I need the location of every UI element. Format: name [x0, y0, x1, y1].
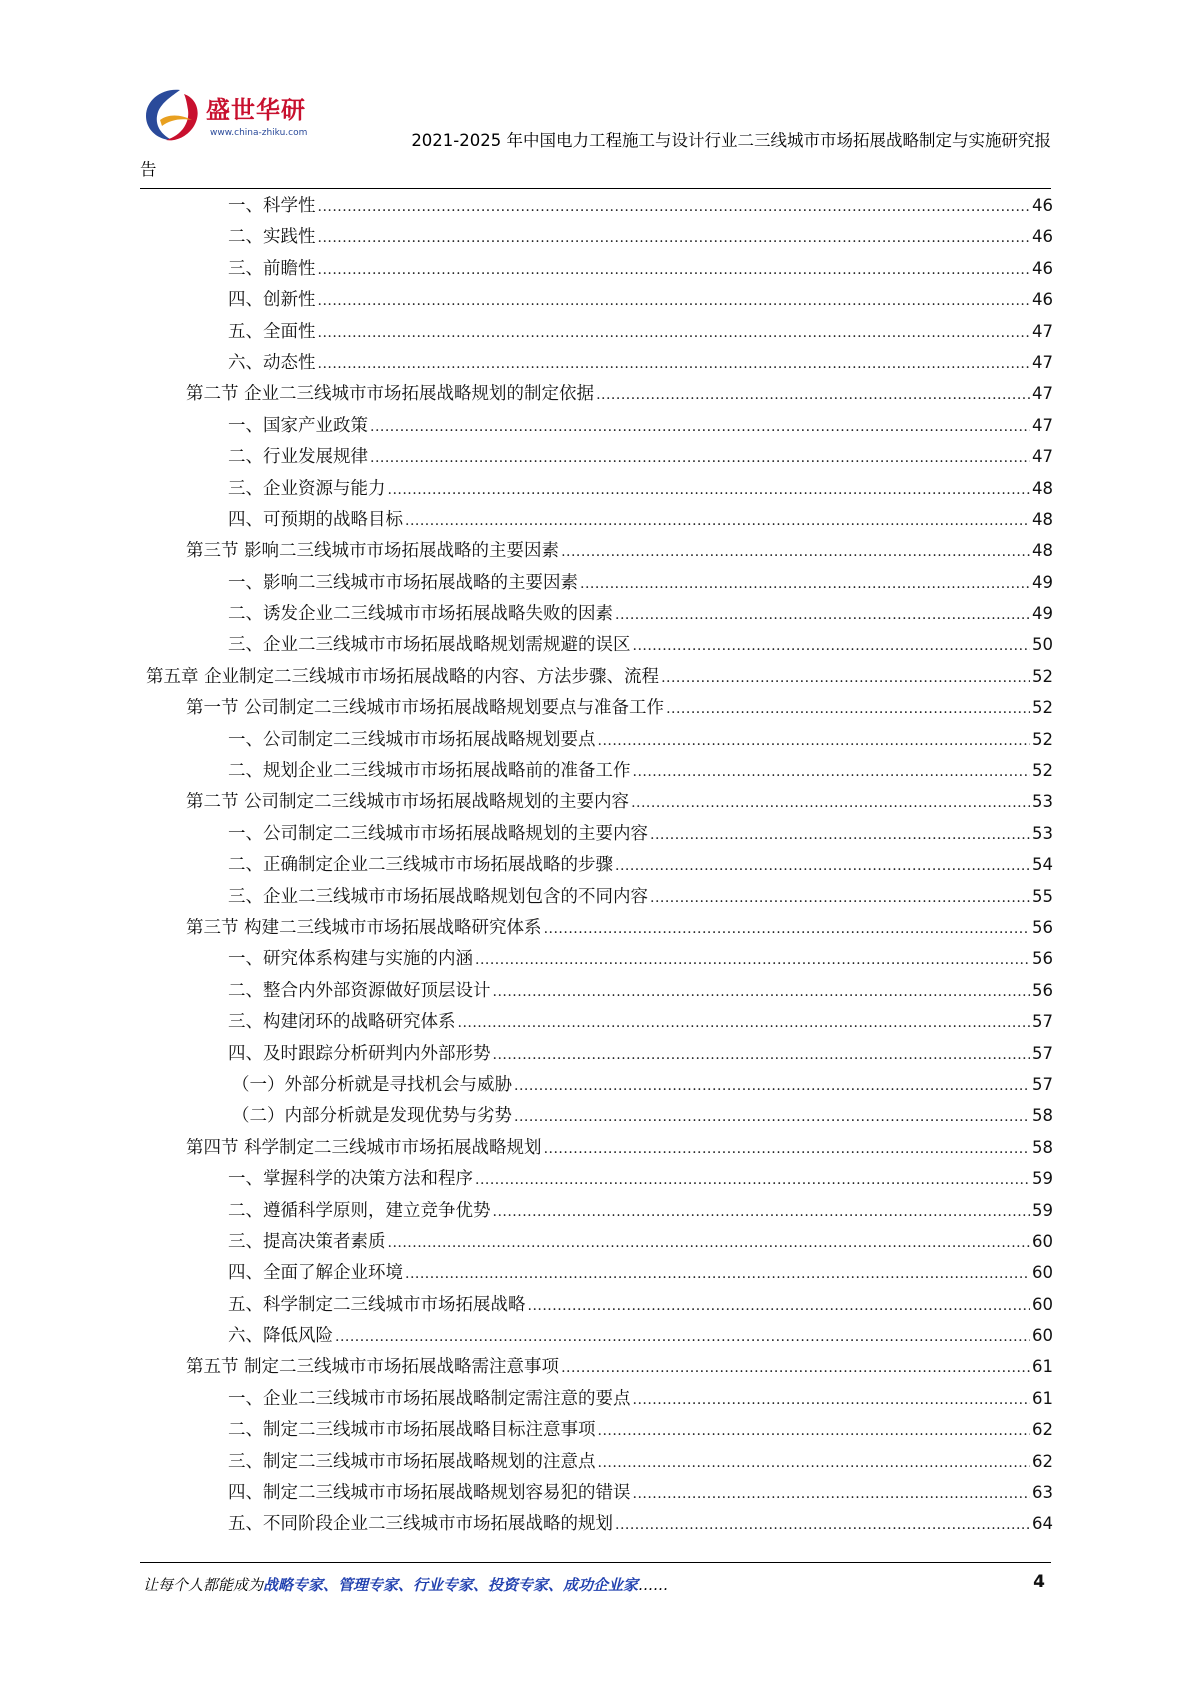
- toc-entry-title: 五、全面性: [228, 321, 316, 342]
- document-title-continuation: 告: [140, 160, 157, 179]
- toc-entry-title: 三、企业资源与能力: [228, 478, 386, 499]
- toc-entry[interactable]: [140, 724, 1053, 755]
- toc-entry[interactable]: [140, 975, 1053, 1006]
- toc-entry-title: 四、创新性: [228, 290, 316, 311]
- toc-entry[interactable]: [140, 1006, 1053, 1037]
- toc-entry[interactable]: [140, 1508, 1053, 1539]
- toc-leader-dots: [514, 1071, 1030, 1102]
- toc-entry-title: 第五节 制定二三线城市市场拓展战略需注意事项: [186, 1357, 560, 1378]
- toc-leader-dots: [458, 1008, 1031, 1039]
- toc-leader-dots: [388, 1228, 1031, 1259]
- toc-entry-page: 57: [1032, 1074, 1053, 1094]
- toc-entry[interactable]: [140, 284, 1053, 315]
- toc-entry[interactable]: [140, 535, 1053, 566]
- toc-entry[interactable]: [140, 347, 1053, 378]
- toc-entry-page: 55: [1032, 886, 1053, 906]
- toc-entry-page: 59: [1032, 1169, 1053, 1189]
- toc-entry[interactable]: [140, 1132, 1053, 1163]
- toc-entry[interactable]: [140, 567, 1053, 598]
- footer-slogan: [143, 1574, 668, 1595]
- toc-entry-page: 46: [1032, 227, 1053, 247]
- toc-entry-page: 64: [1032, 1514, 1053, 1534]
- toc-entry-title: 五、不同阶段企业二三线城市市场拓展战略的规划: [228, 1514, 613, 1535]
- toc-entry-title: 二、行业发展规律: [228, 447, 368, 468]
- toc-leader-dots: [631, 788, 1030, 819]
- footer-divider: [140, 1562, 1051, 1563]
- toc-entry-page: 61: [1032, 1357, 1053, 1377]
- toc-entry-page: 62: [1032, 1420, 1053, 1440]
- toc-entry-title: 四、可预期的战略目标: [228, 509, 403, 530]
- toc-leader-dots: [318, 192, 1031, 223]
- slogan-highlight: 战略专家、管理专家、行业专家、投资专家、成功企业家: [263, 1576, 639, 1594]
- toc-entry-page: 54: [1032, 855, 1053, 875]
- toc-leader-dots: [318, 286, 1031, 317]
- toc-entry-title: 三、企业二三线城市市场拓展战略规划需规避的误区: [228, 635, 631, 656]
- toc-leader-dots: [598, 726, 1031, 757]
- toc-entry-title: 一、国家产业政策: [228, 415, 368, 436]
- toc-leader-dots: [633, 757, 1031, 788]
- toc-entry-page: 63: [1032, 1483, 1053, 1503]
- toc-entry-title: 二、正确制定企业二三线城市市场拓展战略的步骤: [228, 855, 613, 876]
- toc-entry[interactable]: [140, 943, 1053, 974]
- toc-leader-dots: [633, 1385, 1031, 1416]
- logo-url: www.china-zhiku.com: [210, 128, 308, 138]
- toc-entry[interactable]: [140, 1100, 1053, 1131]
- toc-entry[interactable]: [140, 598, 1053, 629]
- logo-name: 盛世华研: [206, 96, 306, 124]
- toc-entry[interactable]: [140, 190, 1053, 221]
- toc-entry-title: 四、及时跟踪分析研判内外部形势: [228, 1043, 491, 1064]
- toc-entry-title: 第一节 公司制定二三线城市市场拓展战略规划要点与准备工作: [186, 698, 665, 719]
- toc-entry-page: 62: [1032, 1451, 1053, 1471]
- toc-entry[interactable]: [140, 504, 1053, 535]
- toc-leader-dots: [596, 380, 1030, 411]
- toc-entry-page: 49: [1032, 572, 1053, 592]
- toc-entry[interactable]: [140, 1226, 1053, 1257]
- toc-entry[interactable]: [140, 692, 1053, 723]
- toc-entry-title: 第四节 科学制定二三线城市市场拓展战略规划: [186, 1137, 542, 1158]
- toc-entry-page: 49: [1032, 604, 1053, 624]
- toc-entry-page: 57: [1032, 1012, 1053, 1032]
- toc-entry-page: 50: [1032, 635, 1053, 655]
- toc-entry-title: （二）内部分析就是发现优势与劣势: [232, 1106, 512, 1127]
- toc-entry-title: 六、动态性: [228, 352, 316, 373]
- toc-leader-dots: [633, 1479, 1031, 1510]
- toc-leader-dots: [318, 223, 1031, 254]
- toc-entry-title: 四、制定二三线城市市场拓展战略规划容易犯的错误: [228, 1483, 631, 1504]
- toc-entry[interactable]: [140, 912, 1053, 943]
- toc-entry-page: 46: [1032, 258, 1053, 278]
- toc-leader-dots: [514, 1102, 1030, 1133]
- toc-leader-dots: [544, 1134, 1030, 1165]
- toc-entry[interactable]: [140, 786, 1053, 817]
- slogan-prefix: 让每个人都能成为: [143, 1576, 264, 1594]
- toc-entry-title: 一、影响二三线城市市场拓展战略的主要因素: [228, 572, 578, 593]
- toc-entry[interactable]: [140, 1320, 1053, 1351]
- toc-entry[interactable]: [140, 1383, 1053, 1414]
- toc-entry[interactable]: [140, 629, 1053, 660]
- toc-entry-page: 58: [1032, 1106, 1053, 1126]
- toc-leader-dots: [650, 883, 1030, 914]
- toc-entry-page: 48: [1032, 478, 1053, 498]
- toc-entry-title: 五、科学制定二三线城市市场拓展战略: [228, 1294, 526, 1315]
- toc-entry-page: 52: [1032, 729, 1053, 749]
- toc-entry-page: 58: [1032, 1137, 1053, 1157]
- toc-entry-title: 一、公司制定二三线城市市场拓展战略规划的主要内容: [228, 823, 648, 844]
- toc-entry[interactable]: [140, 1163, 1053, 1194]
- toc-entry[interactable]: [140, 253, 1053, 284]
- toc-entry[interactable]: [140, 410, 1053, 441]
- toc-entry-title: 二、诱发企业二三线城市市场拓展战略失败的因素: [228, 604, 613, 625]
- toc-leader-dots: [615, 1510, 1030, 1541]
- toc-entry-title: 二、规划企业二三线城市市场拓展战略前的准备工作: [228, 761, 631, 782]
- toc-entry-title: 第二节 公司制定二三线城市市场拓展战略规划的主要内容: [186, 792, 630, 813]
- toc-leader-dots: [615, 851, 1030, 882]
- toc-leader-dots: [544, 914, 1030, 945]
- toc-entry-title: 第三节 构建二三线城市市场拓展战略研究体系: [186, 917, 542, 938]
- toc-entry[interactable]: [140, 1257, 1053, 1288]
- toc-entry[interactable]: [140, 1351, 1053, 1382]
- toc-entry-title: （一）外部分析就是寻找机会与威胁: [232, 1074, 512, 1095]
- toc-entry-page: 46: [1032, 290, 1053, 310]
- toc-entry-page: 60: [1032, 1294, 1053, 1314]
- toc-entry[interactable]: [140, 441, 1053, 472]
- toc-entry[interactable]: [140, 1195, 1053, 1226]
- toc-entry-title: 第三节 影响二三线城市市场拓展战略的主要因素: [186, 541, 560, 562]
- toc-entry-title: 四、全面了解企业环境: [228, 1263, 403, 1284]
- toc-leader-dots: [405, 1259, 1030, 1290]
- toc-entry[interactable]: [140, 849, 1053, 880]
- toc-entry-page: 60: [1032, 1326, 1053, 1346]
- toc-entry[interactable]: [140, 1038, 1053, 1069]
- toc-entry-title: 一、科学性: [228, 196, 316, 216]
- toc-entry[interactable]: [140, 1414, 1053, 1445]
- toc-entry-title: 第二节 企业二三线城市市场拓展战略规划的制定依据: [186, 384, 595, 405]
- toc-entry[interactable]: [140, 1477, 1053, 1508]
- toc-entry-title: 一、掌握科学的决策方法和程序: [228, 1169, 473, 1190]
- toc-leader-dots: [370, 412, 1030, 443]
- toc-entry[interactable]: [140, 316, 1053, 347]
- toc-entry[interactable]: [140, 818, 1053, 849]
- toc-entry-page: 60: [1032, 1263, 1053, 1283]
- toc-entry-page: 47: [1032, 384, 1053, 404]
- toc-leader-dots: [598, 1448, 1031, 1479]
- toc-entry-page: 48: [1032, 509, 1053, 529]
- page-number: 4: [1033, 1572, 1045, 1592]
- toc-entry[interactable]: [140, 1069, 1053, 1100]
- toc-entry-page: 52: [1032, 698, 1053, 718]
- toc-entry-page: 47: [1032, 321, 1053, 341]
- toc-entry-page: 48: [1032, 541, 1053, 561]
- toc-leader-dots: [318, 255, 1031, 286]
- toc-leader-dots: [318, 349, 1031, 380]
- toc-entry-page: 52: [1032, 761, 1053, 781]
- header-divider: [140, 188, 1051, 189]
- toc-entry[interactable]: [140, 755, 1053, 786]
- toc-leader-dots: [493, 977, 1031, 1008]
- toc-leader-dots: [580, 569, 1030, 600]
- toc-leader-dots: [475, 945, 1030, 976]
- toc-entry-title: 一、公司制定二三线城市市场拓展战略规划要点: [228, 729, 596, 750]
- toc-leader-dots: [633, 631, 1031, 662]
- toc-entry-title: 三、前瞻性: [228, 258, 316, 279]
- toc-entry-page: 59: [1032, 1200, 1053, 1220]
- toc-leader-dots: [666, 694, 1030, 725]
- toc-leader-dots: [335, 1322, 1030, 1353]
- toc-leader-dots: [475, 1165, 1030, 1196]
- toc-entry-title: 三、企业二三线城市市场拓展战略规划包含的不同内容: [228, 886, 648, 907]
- toc-entry-page: 56: [1032, 917, 1053, 937]
- toc-leader-dots: [405, 506, 1030, 537]
- toc-entry-title: 三、制定二三线城市市场拓展战略规划的注意点: [228, 1451, 596, 1472]
- toc-entry-page: 47: [1032, 352, 1053, 372]
- toc-entry[interactable]: [140, 378, 1053, 409]
- toc-leader-dots: [561, 537, 1030, 568]
- toc-leader-dots: [388, 475, 1031, 506]
- toc-entry-page: 60: [1032, 1231, 1053, 1251]
- toc-leader-dots: [650, 820, 1030, 851]
- toc-entry-title: 三、构建闭环的战略研究体系: [228, 1012, 456, 1033]
- toc-leader-dots: [528, 1291, 1031, 1322]
- toc-entry[interactable]: [140, 473, 1053, 504]
- toc-entry[interactable]: [140, 1446, 1053, 1477]
- toc-leader-dots: [370, 443, 1030, 474]
- toc-entry-title: 六、降低风险: [228, 1326, 333, 1347]
- toc-entry-page: 53: [1032, 792, 1053, 812]
- toc-leader-dots: [493, 1197, 1031, 1228]
- toc-entry-page: 52: [1032, 666, 1053, 686]
- toc-leader-dots: [493, 1040, 1031, 1071]
- toc-leader-dots: [615, 600, 1030, 631]
- toc-leader-dots: [598, 1416, 1031, 1447]
- toc-entry[interactable]: [140, 661, 1053, 692]
- slogan-suffix: ……: [638, 1576, 669, 1594]
- toc-entry-page: 56: [1032, 980, 1053, 1000]
- toc-leader-dots: [661, 663, 1030, 694]
- toc-entry-page: 57: [1032, 1043, 1053, 1063]
- toc-entry-title: 二、制定二三线城市市场拓展战略目标注意事项: [228, 1420, 596, 1441]
- toc-entry-page: 56: [1032, 949, 1053, 969]
- table-of-contents: [140, 190, 1053, 1540]
- document-title: 2021-2025 年中国电力工程施工与设计行业二三线城市市场拓展战略制定与实施研究报: [411, 131, 1051, 150]
- toc-entry-title: 二、整合内外部资源做好顶层设计: [228, 980, 491, 1001]
- toc-entry[interactable]: [140, 221, 1053, 252]
- toc-leader-dots: [561, 1353, 1030, 1384]
- toc-entry-page: 47: [1032, 415, 1053, 435]
- toc-entry-title: 一、研究体系构建与实施的内涵: [228, 949, 473, 970]
- toc-entry-page: 61: [1032, 1388, 1053, 1408]
- toc-entry[interactable]: [140, 881, 1053, 912]
- toc-entry-page: 46: [1032, 196, 1053, 215]
- toc-entry-title: 三、提高决策者素质: [228, 1231, 386, 1252]
- toc-entry-page: 53: [1032, 823, 1053, 843]
- toc-entry-title: 二、遵循科学原则，建立竞争优势: [228, 1200, 491, 1221]
- toc-leader-dots: [318, 318, 1031, 349]
- toc-entry-title: 一、企业二三线城市市场拓展战略制定需注意的要点: [228, 1388, 631, 1409]
- toc-entry-title: 第五章 企业制定二三线城市市场拓展战略的内容、方法步骤、流程: [146, 666, 660, 687]
- toc-entry-title: 二、实践性: [228, 227, 316, 248]
- toc-entry-page: 47: [1032, 447, 1053, 467]
- toc-entry[interactable]: [140, 1289, 1053, 1320]
